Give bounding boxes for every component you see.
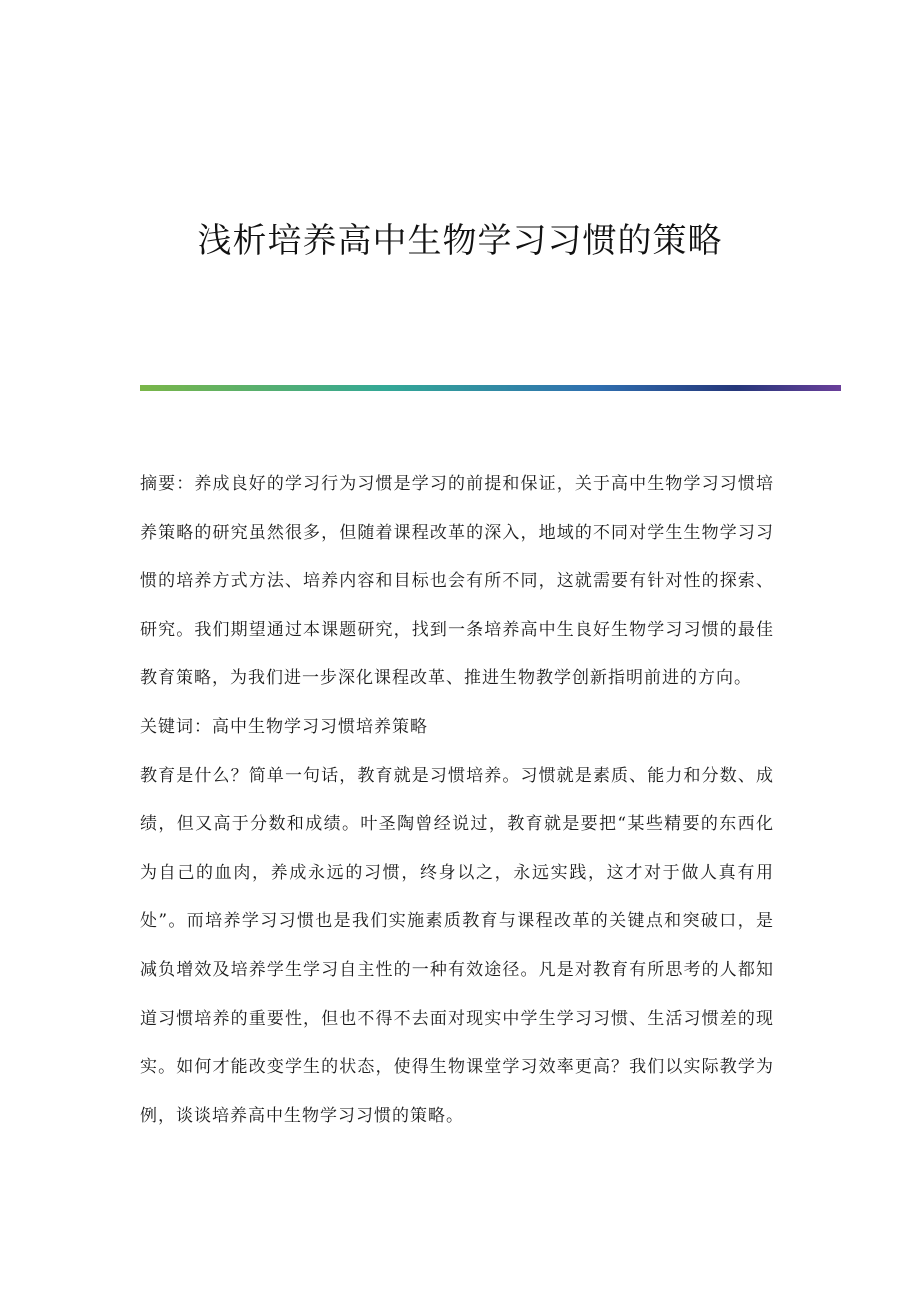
intro-paragraph: 教育是什么？简单一句话，教育就是习惯培养。习惯就是素质、能力和分数、成绩，但又高于分数和成绩。叶圣陶曾经说过，教育就是要把“某些精要的东西化为自己的血肉，养成永远的习惯，终身以之，永远实践，这才对于做人真有用处”。而培养学习习惯也是我们实施素质教育与课程改革的关键点和突破口，是减负增效及培养学生学习自主性的一种有效途径。凡是对教育有所思考的人都知道习惯培养的重要性，但也不得不去面对现实中学生学习习惯、生活习惯差的现实。如何才能改变学生的状态，使得生物课堂学习效率更高？我们以实际教学为例，谈谈培养高中生物学习习惯的策略。 [140,765,774,1126]
page-title: 浅析培养高中生物学习习惯的策略 [197,221,723,261]
abstract-paragraph: 摘要：养成良好的学习行为习惯是学习的前提和保证，关于高中生物学习习惯培养策略的研究虽然很多，但随着课程改革的深入，地域的不同对学生生物学习习惯的培养方式方法、培养内容和目标也会有所不同，这就需要有针对性的探索、研究。我们期望通过本课题研究，找到一条培养高中生良好生物学习习惯的最佳教育策略，为我们进一步深化课程改革、推进生物教学创新指明前进的方向。 [140,474,774,689]
keywords-paragraph: 关键词：高中生物学习习惯培养策略 [140,716,428,737]
title-divider [140,385,841,391]
document-body [140,460,774,1140]
